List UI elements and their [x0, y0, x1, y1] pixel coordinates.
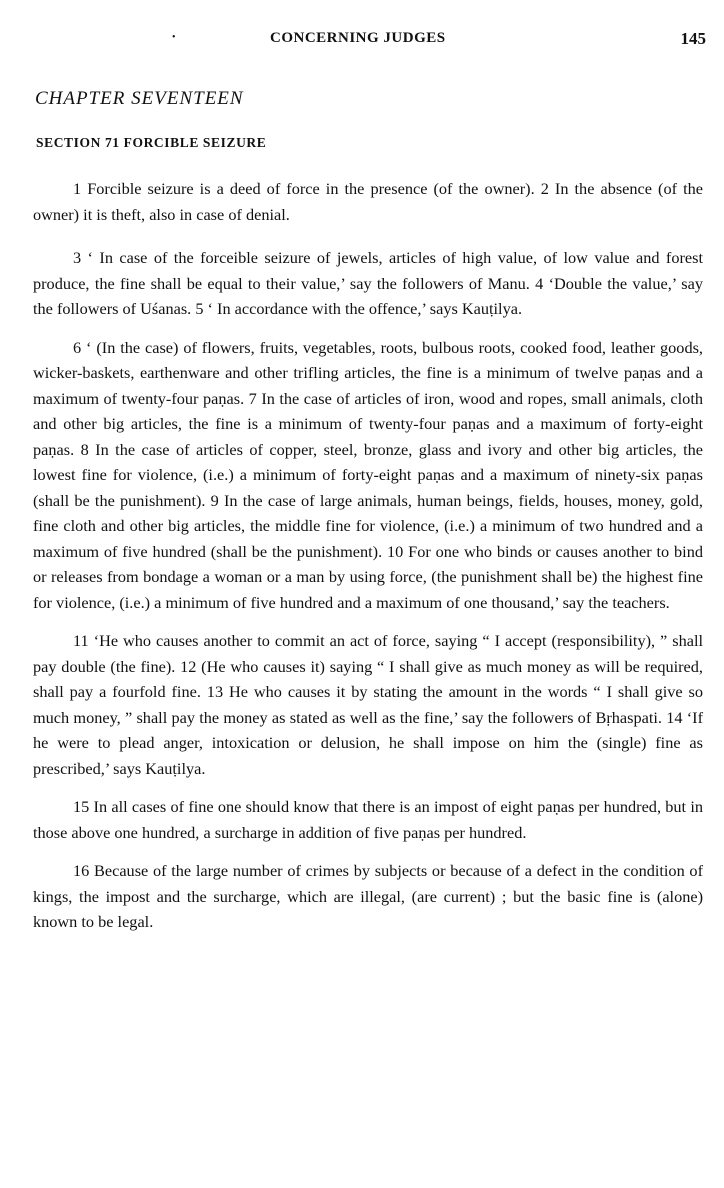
paragraph-5: 15 In all cases of fine one should know that there is an impost of eight paṇas per hundred, but in those above one hundred, a surcharge in addition of five paṇas per hundred. — [33, 797, 703, 842]
header-mark: • — [172, 32, 176, 43]
section-title: SECTION 71 FORCIBLE SEIZURE — [36, 135, 267, 150]
paragraph-2: 3 ‘ In case of the forceible seizure of jewels, articles of high value, of low value and forest produce, the fine shall be equal to their value,’ say the followers of Manu. 4 ‘Double the value,’ say the followers of Uśanas. 5 ‘ In accordance with the offence,’ says Kauṭilya. — [33, 248, 703, 318]
page-number: 145 — [680, 29, 706, 48]
running-title: CONCERNING JUDGES — [270, 30, 446, 46]
running-head — [0, 30, 724, 54]
paragraph-4: 11 ‘He who causes another to commit an act of force, saying “ I accept (responsibility), ” shall pay double (the fine). 12 (He who causes it) saying “ I shall give as much money as will be required, shall pay a fourfold fine. 13 He who causes it by stating the amount in the words “ I shall give so much money, ” shall pay the money as stated as well as the fine,’ say the followers of Bṛhaspati. 14 ‘If he were to plead anger, intoxication or delusion, he shall impose on him the (single) fine as prescribed,’ says Kauṭilya. — [33, 631, 703, 778]
paragraph-6: 16 Because of the large number of crimes by subjects or because of a defect in the condition of kings, the impost and the surcharge, which are illegal, (are current) ; but the basic fine is (alone) known to be legal. — [33, 861, 703, 931]
paragraph-3: 6 ‘ (In the case) of flowers, fruits, vegetables, roots, bulbous roots, cooked food, leather goods, wicker-baskets, earthenware and other trifling articles, the fine is a minimum of twelve paṇas and a maximum of twenty-four paṇas. 7 In the case of articles of iron, wood and ropes, small animals, cloth and other big articles, the fine is a minimum of twenty-four paṇas and a maximum of forty-eight paṇas. 8 In the case of articles of copper, steel, bronze, glass and ivory and other big articles, the lowest fine for violence, (i.e.) a minimum of forty-eight paṇas and a maximum of ninety-six paṇas (shall be the punishment). 9 In the case of large animals, human beings, fields, houses, money, gold, fine cloth and other big articles, the middle fine for violence, (i.e.) a minimum of two hundred and a maximum of five hundred (shall be the punishment). 10 For one who binds or causes another to bind or releases from bondage a woman or a man by using force, (the punishment shall be) the highest fine for violence, (i.e.) a minimum of five hundred and a maximum of one thousand,’ say the teachers. — [33, 337, 703, 612]
chapter-title: CHAPTER SEVENTEEN — [35, 88, 244, 109]
paragraph-1: 1 Forcible seizure is a deed of force in the presence (of the owner). 2 In the absence (of the owner) it is theft, also in case of denial. — [33, 179, 703, 224]
body-text — [33, 176, 703, 948]
